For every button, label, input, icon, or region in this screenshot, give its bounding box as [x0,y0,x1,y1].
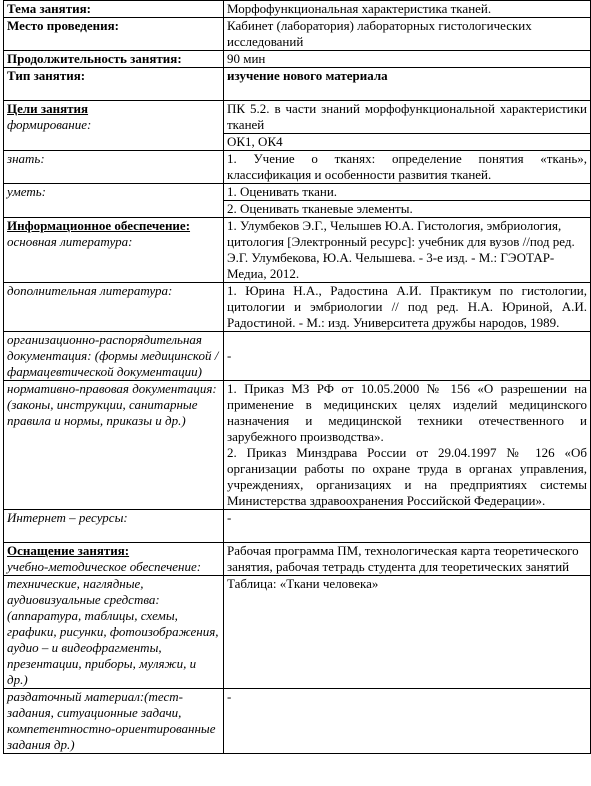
venue-value: Кабинет (лаборатория) лабораторных гистологических исследований [224,18,591,51]
venue-label: Место проведения: [4,18,224,51]
visual-aids-value: Таблица: «Ткани человека» [224,576,591,689]
formation-value-2: ОК1, ОК4 [224,134,591,151]
internet-row [4,510,591,543]
know-label: знать: [4,151,224,184]
extra-literature-row [4,283,591,332]
internet-label: Интернет – ресурсы: [4,510,224,543]
method-support-value: Рабочая программа ПМ, технологическая карта теоретического занятия, рабочая тетрадь студента для теоретических занятий [224,543,591,576]
main-literature-label: основная литература: [7,234,133,249]
org-docs-value-cell [224,332,591,381]
lesson-type-value: изучение нового материала [224,68,591,101]
lesson-type-row [4,68,591,101]
duration-row [4,51,591,68]
extra-literature-value: 1. Юрина Н.А., Радостина А.И. Практикум по гистологии, цитологии и эмбриологии // под ред. Н.А. Юриной, А.И. Радостиной. - М.: изд. Университета дружбы народов, 1989. [224,283,591,332]
goals-formation-row [4,101,591,134]
venue-row [4,18,591,51]
duration-label: Продолжительность занятия: [4,51,224,68]
method-support-label-cell [4,543,224,576]
handout-label: раздаточный материал:(тест-задания, ситуационные задачи, компетентностно-ориентированные задания др.) [4,689,224,754]
method-support-label: учебно-методическое обеспечение: [7,559,202,574]
can-row [4,184,591,201]
handout-value: - [224,689,591,754]
equipment-heading: Оснащение занятия: [7,543,130,558]
topic-label: Тема занятия: [4,1,224,18]
topic-value: Морфофункциональная характеристика тканей. [224,1,591,18]
legal-docs-label: нормативно-правовая документация: (законы, инструкции, санитарные правила и нормы, приказы и др.) [4,381,224,510]
internet-value: - [224,510,591,543]
formation-label: формирование: [7,117,92,132]
main-literature-label-cell [4,218,224,283]
can-value-1: 1. Оценивать ткани. [224,184,591,201]
method-support-row [4,543,591,576]
legal-docs-row [4,381,591,510]
main-literature-row [4,218,591,283]
org-docs-value: - [227,348,232,363]
can-label: уметь: [4,184,224,218]
handout-row [4,689,591,754]
legal-docs-value-cell [224,381,591,510]
org-docs-row [4,332,591,381]
visual-aids-row [4,576,591,689]
lesson-type-label: Тип занятия: [4,68,224,101]
legal-docs-value-1: 1. Приказ МЗ РФ от 10.05.2000 № 156 «О разрешении на применение в медицинских целях изделий медицинского назначения и медицинской техники отечественного и зарубежного производства». [227,381,587,444]
duration-value: 90 мин [224,51,591,68]
topic-row [4,1,591,18]
info-heading: Информационное обеспечение: [7,218,191,233]
know-row [4,151,591,184]
goals-heading: Цели занятия [7,101,89,116]
main-literature-value: 1. Улумбеков Э.Г., Челышев Ю.А. Гистология, эмбриология, цитология [Электронный ресурс]: учебник для вузов //под ред. Э.Г. Улумбекова, Ю.А. Челышева. - 3-е изд. - М.: ГЭОТАР-Медиа, 2012. [224,218,591,283]
extra-literature-label: дополнительная литература: [4,283,224,332]
org-docs-label: организационно-распорядительная документация: (формы медицинской /фармацевтической документации) [4,332,224,381]
can-value-2: 2. Оценивать тканевые элементы. [224,201,591,218]
lesson-plan-table [3,0,591,754]
formation-value-1: ПК 5.2. в части знаний морфофункциональной характеристики тканей [224,101,591,134]
legal-docs-value-2: 2. Приказ Минздрава России от 29.04.1997 № 126 «Об организации работы по охране труда в органах управления, учреждениях, организациях и на предприятиях системы Министерства здравоохранения Российской Федерации». [227,445,587,508]
know-value: 1. Учение о тканях: определение понятия «ткань», классификация и особенности развития тканей. [224,151,591,184]
goals-formation-label-cell [4,101,224,151]
visual-aids-label: технические, наглядные, аудиовизуальные средства: (аппаратура, таблицы, схемы, графики, рисунки, фотоизображения, аудио – и видеофрагменты, презентации, приборы, муляжи, и др.) [4,576,224,689]
